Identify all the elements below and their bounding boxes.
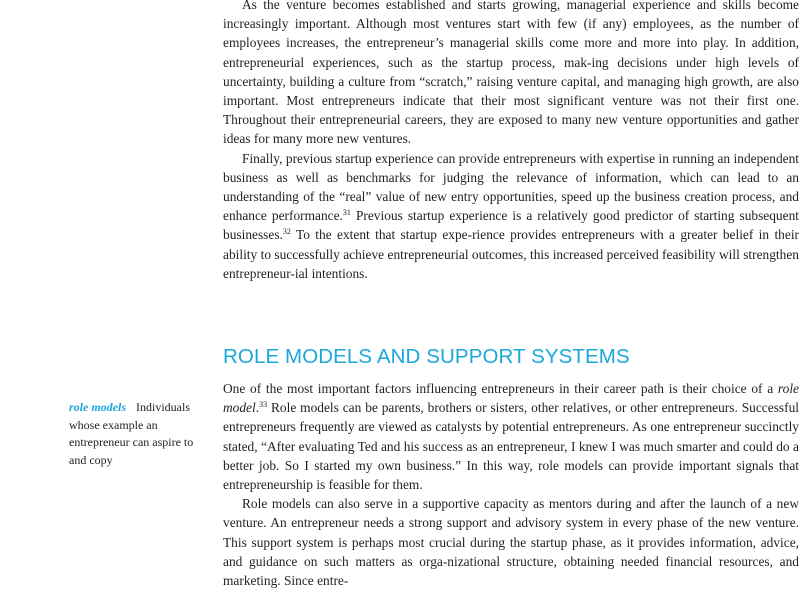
margin-glossary-note: [69, 399, 209, 469]
section-heading: ROLE MODELS AND SUPPORT SYSTEMS: [223, 345, 630, 368]
body-text-top: [223, 0, 799, 283]
body-text-bottom: [223, 379, 799, 590]
paragraph-mentors: Role models can also serve in a supportive capacity as mentors during and after the launch of a new venture. An entrepreneur needs a strong support and advisory system in every phase of the new venture. This support system is perhaps most crucial during the startup phase, as it provides information, advice, and guidance on such matters as orga-nizational structure, obtaining needed financial resources, and marketing. Since entre-: [223, 496, 799, 589]
footnote-ref-32: 32: [282, 227, 291, 237]
footnote-ref-31: 31: [342, 208, 351, 218]
glossary-term: role models: [69, 400, 126, 414]
paragraph-startup-experience: Finally, previous startup experience can provide entrepreneurs with expertise in running an independent business as well as benchmarks for judging the relevance of information, which can lead to an understanding of the “real” value of new entry opportunities, speed up the business creation process, and enhance performance.$^{31}$ Previous startup experience is a relatively good predictor of starting subsequent businesses.$^{32}$ To the extent that startup expe-rience provides entrepreneurs with a greater belief in their ability to successfully achieve entrepreneurial outcomes, this increased perceived feasibility will strengthen entrepreneur-ial intentions.: [223, 150, 799, 281]
paragraph-experience: As the venture becomes established and starts growing, managerial experience and skills become increasingly important. Although most ventures start with few (if any) employees, as the number of employees increases, the entrepreneur’s managerial skills come more and more into play. In addition, entrepreneurial experiences, such as the startup process, mak-ing decisions under high levels of uncertainty, building a culture from “scratch,” raising venture capital, and managing high growth, are also important. Most entrepreneurs indicate that their most significant venture was not their first one. Throughout their entrepreneurial careers, they are exposed to many new venture opportunities and gather ideas for many more new ventures.: [223, 0, 799, 147]
footnote-ref-33: 33: [259, 400, 268, 410]
role-model-emphasis: role model: [223, 381, 799, 416]
paragraph-role-models: One of the most important factors influencing entrepreneurs in their career path is their choice of a role model.$^{33}$ Role models can be parents, brothers or sisters, other relatives, or other entrepreneurs. Successful entrepreneurs frequently are viewed as catalysts by potential entrepreneurs. As one entrepreneur succinctly stated, “After evaluating Ted and his success as an entrepreneur, I knew I was much smarter and could do a better job. So I started my own business.” In this way, role models can provide important signals that entrepreneurship is feasible for them.: [223, 381, 799, 493]
glossary-definition: Individuals whose example an entrepreneur can aspire to and copy: [69, 400, 194, 467]
